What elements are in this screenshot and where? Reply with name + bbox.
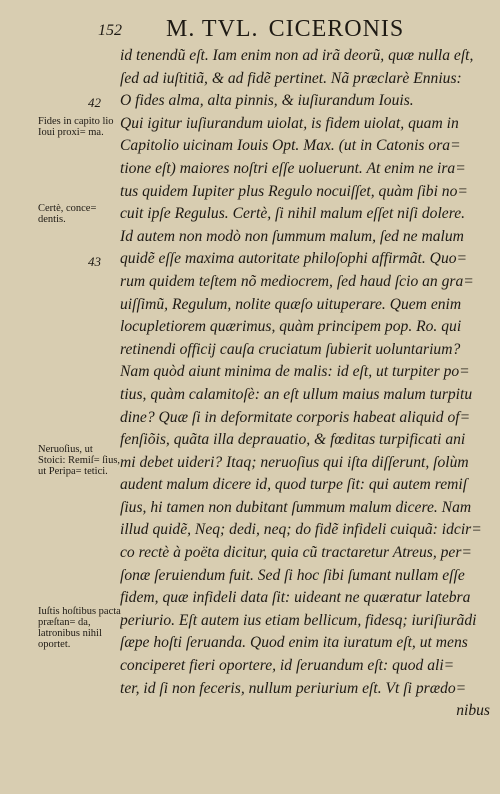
text-line: audent malum dicere id, quod turpe ſit: qui autem remiſ: [120, 476, 468, 494]
text-line: fidem, quæ infideli data ſit: uideant ne quæratur latebra: [120, 589, 471, 607]
catchword: nibus: [456, 702, 490, 720]
text-line: tione eſt) maiores noſtri eſſe uoluerunt. At enim ne ira=: [120, 159, 466, 177]
text-line: illud quidẽ, Neq; dedi, neq; do fidẽ infideli cuiquã: idcir=: [120, 521, 482, 539]
text-line: ter, id ſi non feceris, nullum periurium eſt. Vt ſi prædo=: [120, 679, 467, 697]
text-line: mi debet uideri? Itaq; neruoſius qui iſta diſſerunt, ſolùm: [120, 453, 469, 471]
text-line: locupletiorem quærimus, quàm principem pop. Ro. qui: [120, 318, 462, 336]
text-line: uiſſimũ, Regulum, nolite quæſo uituperare. Quem enim: [120, 295, 462, 313]
text-line: ſonæ ſeruiendum fuit. Sed ſi hoc ſibi ſumant nullam eſſe: [120, 566, 465, 584]
text-line: Id autem non modò non ſummum malum, ſed ne malum: [120, 227, 464, 245]
verse-line: O fides alma, alta pinnis, & iuſiurandum Iouis.: [120, 92, 414, 110]
section-number: 43: [88, 254, 101, 269]
text-line: id tenendũ eſt. Iam enim non ad irã deorũ, quæ nulla eſt,: [120, 47, 474, 64]
page-header: [0, 14, 500, 44]
text-line: Nam quòd aiunt minima de malis: id eſt, ut turpiter po=: [120, 363, 470, 381]
text-line: Capitolio uicinam Iouis Opt. Max. (ut in Catonis ora=: [120, 137, 461, 155]
running-title: [166, 16, 414, 43]
running-title-author: M. TVL.: [166, 16, 259, 42]
marginal-note: Fides in capito lio Ioui proxi= ma.: [38, 116, 114, 138]
text-line: dine? Quæ ſi in deformitate corporis habeat aliquid of=: [120, 408, 471, 426]
text-line: co rectè à poëta dicitur, quia cũ tractaretur Atreus, per=: [120, 544, 472, 562]
text-line: tius, quàm calamitoſè: an eſt ullum maius malum turpitu: [120, 385, 473, 403]
text-line: cuit ipſe Regulus. Certè, ſi nihil malum eſſet niſi dolere.: [120, 205, 466, 223]
text-line: tus quidem Iupiter plus Regulo nocuiſſet, quàm ſibi no=: [120, 182, 468, 200]
marginal-note: Neruoſius, ut Stoici: Remiſ= ſius, ut Peripa= tetici.: [38, 444, 121, 477]
text-line: ſæpe hoſti ſeruanda. Quod enim ita iuratum eſt, ut mens: [120, 634, 468, 652]
main-text: [120, 45, 490, 723]
text-line: ſed ad iuſtitiã, & ad fidẽ pertinet. Nã præclarè Ennius:: [120, 69, 462, 87]
marginal-note: Certè, conce= dentis.: [38, 203, 97, 225]
text-line: rum quidem teſtem nõ mediocrem, ſed haud ſcio an gra=: [120, 272, 474, 290]
text-line: periurio. Eſt autem ius etiam bellicum, fidesq; iuriſiurãdi: [120, 611, 477, 629]
text-line: fenſiõis, quãta illa deprauatio, & fœditas turpificati ani: [120, 431, 466, 449]
marginal-note: Iuſtis hoſtibus pacta præſtan= da, latronibus nihil oportet.: [38, 606, 121, 650]
text-line: Qui igitur iuſiurandum uiolat, is fidem uiolat, quam in: [120, 114, 459, 132]
text-line: ſius, hi tamen non dubitant ſummum malum dicere. Nam: [120, 498, 472, 516]
running-title-name: CICERONIS: [268, 16, 405, 42]
text-line: quidẽ eſſe maxima autoritate philoſophi affirmãt. Quo=: [120, 250, 468, 268]
text-line: retinendi officij cauſa cruciatum ſubierit uoluntarium?: [120, 340, 461, 358]
section-number: 42: [88, 95, 101, 110]
page-number: 152: [98, 22, 122, 39]
text-line: conciperet fieri oportere, id ſeruandum eſt: quod ali=: [120, 657, 455, 675]
